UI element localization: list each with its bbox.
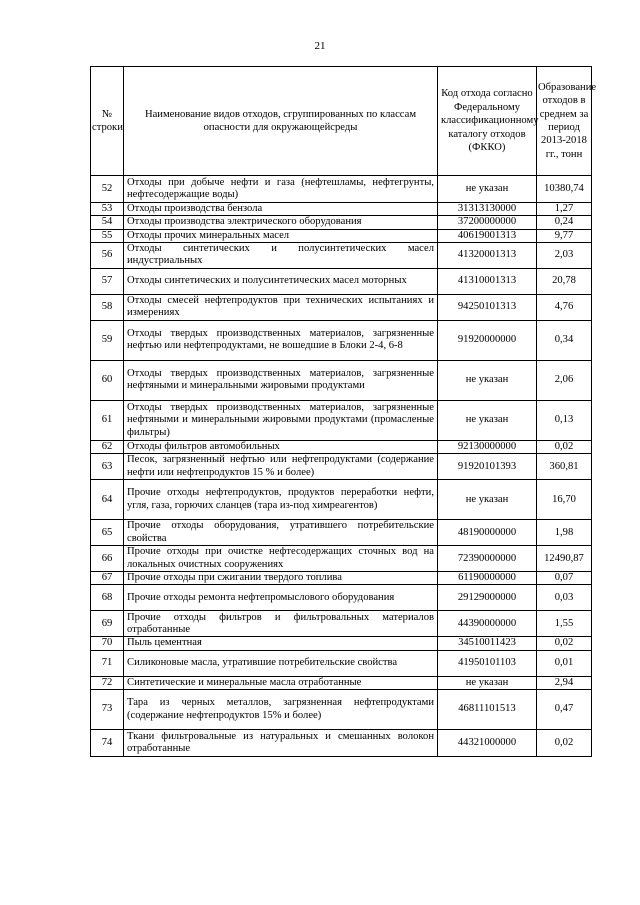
header-row-number: № строки xyxy=(91,67,124,176)
waste-name: Тара из черных металлов, загрязненная нефтепродуктами (содержание нефтепродуктов 15% и более) xyxy=(124,690,438,730)
waste-name: Отходы прочих минеральных масел xyxy=(124,229,438,242)
fkko-code: 41310001313 xyxy=(438,268,537,294)
waste-name: Отходы производства электрического оборудования xyxy=(124,216,438,229)
row-number: 68 xyxy=(91,585,124,611)
fkko-code: 61190000000 xyxy=(438,572,537,585)
fkko-code: не указан xyxy=(438,176,537,203)
row-number: 52 xyxy=(91,176,124,203)
table-row xyxy=(91,268,592,294)
waste-name: Прочие отходы нефтепродуктов, продуктов переработки нефти, угля, газа, горючих сланцев (тара из-под химреагентов) xyxy=(124,480,438,520)
table-row xyxy=(91,730,592,757)
waste-amount: 0,01 xyxy=(537,650,592,676)
row-number: 61 xyxy=(91,400,124,440)
table-row xyxy=(91,454,592,480)
table-row xyxy=(91,520,592,546)
waste-name: Прочие отходы фильтров и фильтровальных материалов отработанные xyxy=(124,611,438,637)
waste-name: Отходы твердых производственных материалов, загрязненные нефтяными и минеральными жировыми продуктами (промасленые фильтры) xyxy=(124,400,438,440)
fkko-code: 92130000000 xyxy=(438,440,537,453)
row-number: 69 xyxy=(91,611,124,637)
header-fkko-code: Код отхода согласно Федеральному классификационному каталогу отходов (ФККО) xyxy=(438,67,537,176)
waste-amount: 0,07 xyxy=(537,572,592,585)
fkko-code: 37200000000 xyxy=(438,216,537,229)
fkko-code: не указан xyxy=(438,480,537,520)
waste-amount: 1,27 xyxy=(537,203,592,216)
waste-name: Отходы твердых производственных материалов, загрязненные нефтью или нефтепродуктами, не вошедшие в Блоки 2-4, 6-8 xyxy=(124,320,438,360)
waste-name: Силиконовые масла, утратившие потребительские свойства xyxy=(124,650,438,676)
row-number: 63 xyxy=(91,454,124,480)
waste-amount: 0,34 xyxy=(537,320,592,360)
row-number: 53 xyxy=(91,203,124,216)
waste-name: Отходы синтетических и полусинтетических масел моторных xyxy=(124,268,438,294)
fkko-code: 31313130000 xyxy=(438,203,537,216)
table-row xyxy=(91,650,592,676)
fkko-code: 91920000000 xyxy=(438,320,537,360)
waste-name: Песок, загрязненный нефтью или нефтепродуктами (содержание нефти или нефтепродуктов 15 % и более) xyxy=(124,454,438,480)
waste-name: Прочие отходы при сжигании твердого топлива xyxy=(124,572,438,585)
fkko-code: 46811101513 xyxy=(438,690,537,730)
table-row xyxy=(91,690,592,730)
table-row xyxy=(91,203,592,216)
table-body xyxy=(91,176,592,757)
waste-amount: 16,70 xyxy=(537,480,592,520)
waste-amount: 0,02 xyxy=(537,637,592,650)
table-row xyxy=(91,176,592,203)
row-number: 57 xyxy=(91,268,124,294)
header-waste-name: Наименование видов отходов, сгруппированных по классам опасности для окружающейсреды xyxy=(124,67,438,176)
waste-amount: 0,02 xyxy=(537,730,592,757)
row-number: 72 xyxy=(91,676,124,689)
waste-name: Прочие отходы при очистке нефтесодержащих сточных вод на локальных очистных сооружениях xyxy=(124,546,438,572)
row-number: 55 xyxy=(91,229,124,242)
fkko-code: 41950101103 xyxy=(438,650,537,676)
table-row xyxy=(91,242,592,268)
table-header-row xyxy=(91,67,592,176)
table-row xyxy=(91,229,592,242)
waste-amount: 20,78 xyxy=(537,268,592,294)
row-number: 60 xyxy=(91,360,124,400)
row-number: 66 xyxy=(91,546,124,572)
fkko-code: 94250101313 xyxy=(438,294,537,320)
row-number: 65 xyxy=(91,520,124,546)
fkko-code: 41320001313 xyxy=(438,242,537,268)
waste-amount: 10380,74 xyxy=(537,176,592,203)
row-number: 56 xyxy=(91,242,124,268)
waste-name: Отходы твердых производственных материалов, загрязненные нефтяными и минеральными жировыми продуктами xyxy=(124,360,438,400)
row-number: 71 xyxy=(91,650,124,676)
waste-amount: 2,03 xyxy=(537,242,592,268)
row-number: 59 xyxy=(91,320,124,360)
table-row xyxy=(91,611,592,637)
waste-name: Ткани фильтровальные из натуральных и смешанных волокон отработанные xyxy=(124,730,438,757)
table-row xyxy=(91,400,592,440)
header-waste-amount: Образование отходов в среднем за период 2013-2018 гг., тонн xyxy=(537,67,592,176)
row-number: 67 xyxy=(91,572,124,585)
row-number: 70 xyxy=(91,637,124,650)
table-row xyxy=(91,360,592,400)
fkko-code: 48190000000 xyxy=(438,520,537,546)
waste-name: Отходы фильтров автомобильных xyxy=(124,440,438,453)
waste-amount: 0,47 xyxy=(537,690,592,730)
row-number: 74 xyxy=(91,730,124,757)
waste-name: Отходы смесей нефтепродуктов при технических испытаниях и измерениях xyxy=(124,294,438,320)
waste-amount: 360,81 xyxy=(537,454,592,480)
table-row xyxy=(91,320,592,360)
table-row xyxy=(91,480,592,520)
row-number: 58 xyxy=(91,294,124,320)
waste-name: Прочие отходы ремонта нефтепромыслового оборудования xyxy=(124,585,438,611)
waste-amount: 12490,87 xyxy=(537,546,592,572)
waste-amount: 1,98 xyxy=(537,520,592,546)
table-row xyxy=(91,546,592,572)
waste-amount: 1,55 xyxy=(537,611,592,637)
waste-name: Пыль цементная xyxy=(124,637,438,650)
waste-amount: 2,94 xyxy=(537,676,592,689)
fkko-code: 44321000000 xyxy=(438,730,537,757)
waste-amount: 0,24 xyxy=(537,216,592,229)
fkko-code: 72390000000 xyxy=(438,546,537,572)
fkko-code: не указан xyxy=(438,676,537,689)
table-row xyxy=(91,637,592,650)
fkko-code: 44390000000 xyxy=(438,611,537,637)
table-row xyxy=(91,585,592,611)
waste-amount: 9,77 xyxy=(537,229,592,242)
waste-amount: 4,76 xyxy=(537,294,592,320)
waste-name: Синтетические и минеральные масла отработанные xyxy=(124,676,438,689)
table-row xyxy=(91,216,592,229)
waste-amount: 0,13 xyxy=(537,400,592,440)
table-row xyxy=(91,572,592,585)
waste-table xyxy=(90,66,597,757)
table-row xyxy=(91,440,592,453)
waste-amount: 0,02 xyxy=(537,440,592,453)
table-row xyxy=(91,294,592,320)
row-number: 73 xyxy=(91,690,124,730)
fkko-code: 34510011423 xyxy=(438,637,537,650)
fkko-code: не указан xyxy=(438,360,537,400)
fkko-code: 29129000000 xyxy=(438,585,537,611)
table-row xyxy=(91,676,592,689)
waste-name: Прочие отходы оборудования, утратившего потребительские свойства xyxy=(124,520,438,546)
fkko-code: не указан xyxy=(438,400,537,440)
page-number: 21 xyxy=(314,40,326,52)
row-number: 64 xyxy=(91,480,124,520)
waste-amount: 0,03 xyxy=(537,585,592,611)
fkko-code: 91920101393 xyxy=(438,454,537,480)
row-number: 62 xyxy=(91,440,124,453)
waste-amount: 2,06 xyxy=(537,360,592,400)
row-number: 54 xyxy=(91,216,124,229)
waste-name: Отходы при добыче нефти и газа (нефтешламы, нефтегрунты, нефтесодержащие воды) xyxy=(124,176,438,203)
fkko-code: 40619001313 xyxy=(438,229,537,242)
waste-name: Отходы синтетических и полусинтетических масел индустриальных xyxy=(124,242,438,268)
waste-name: Отходы производства бензола xyxy=(124,203,438,216)
